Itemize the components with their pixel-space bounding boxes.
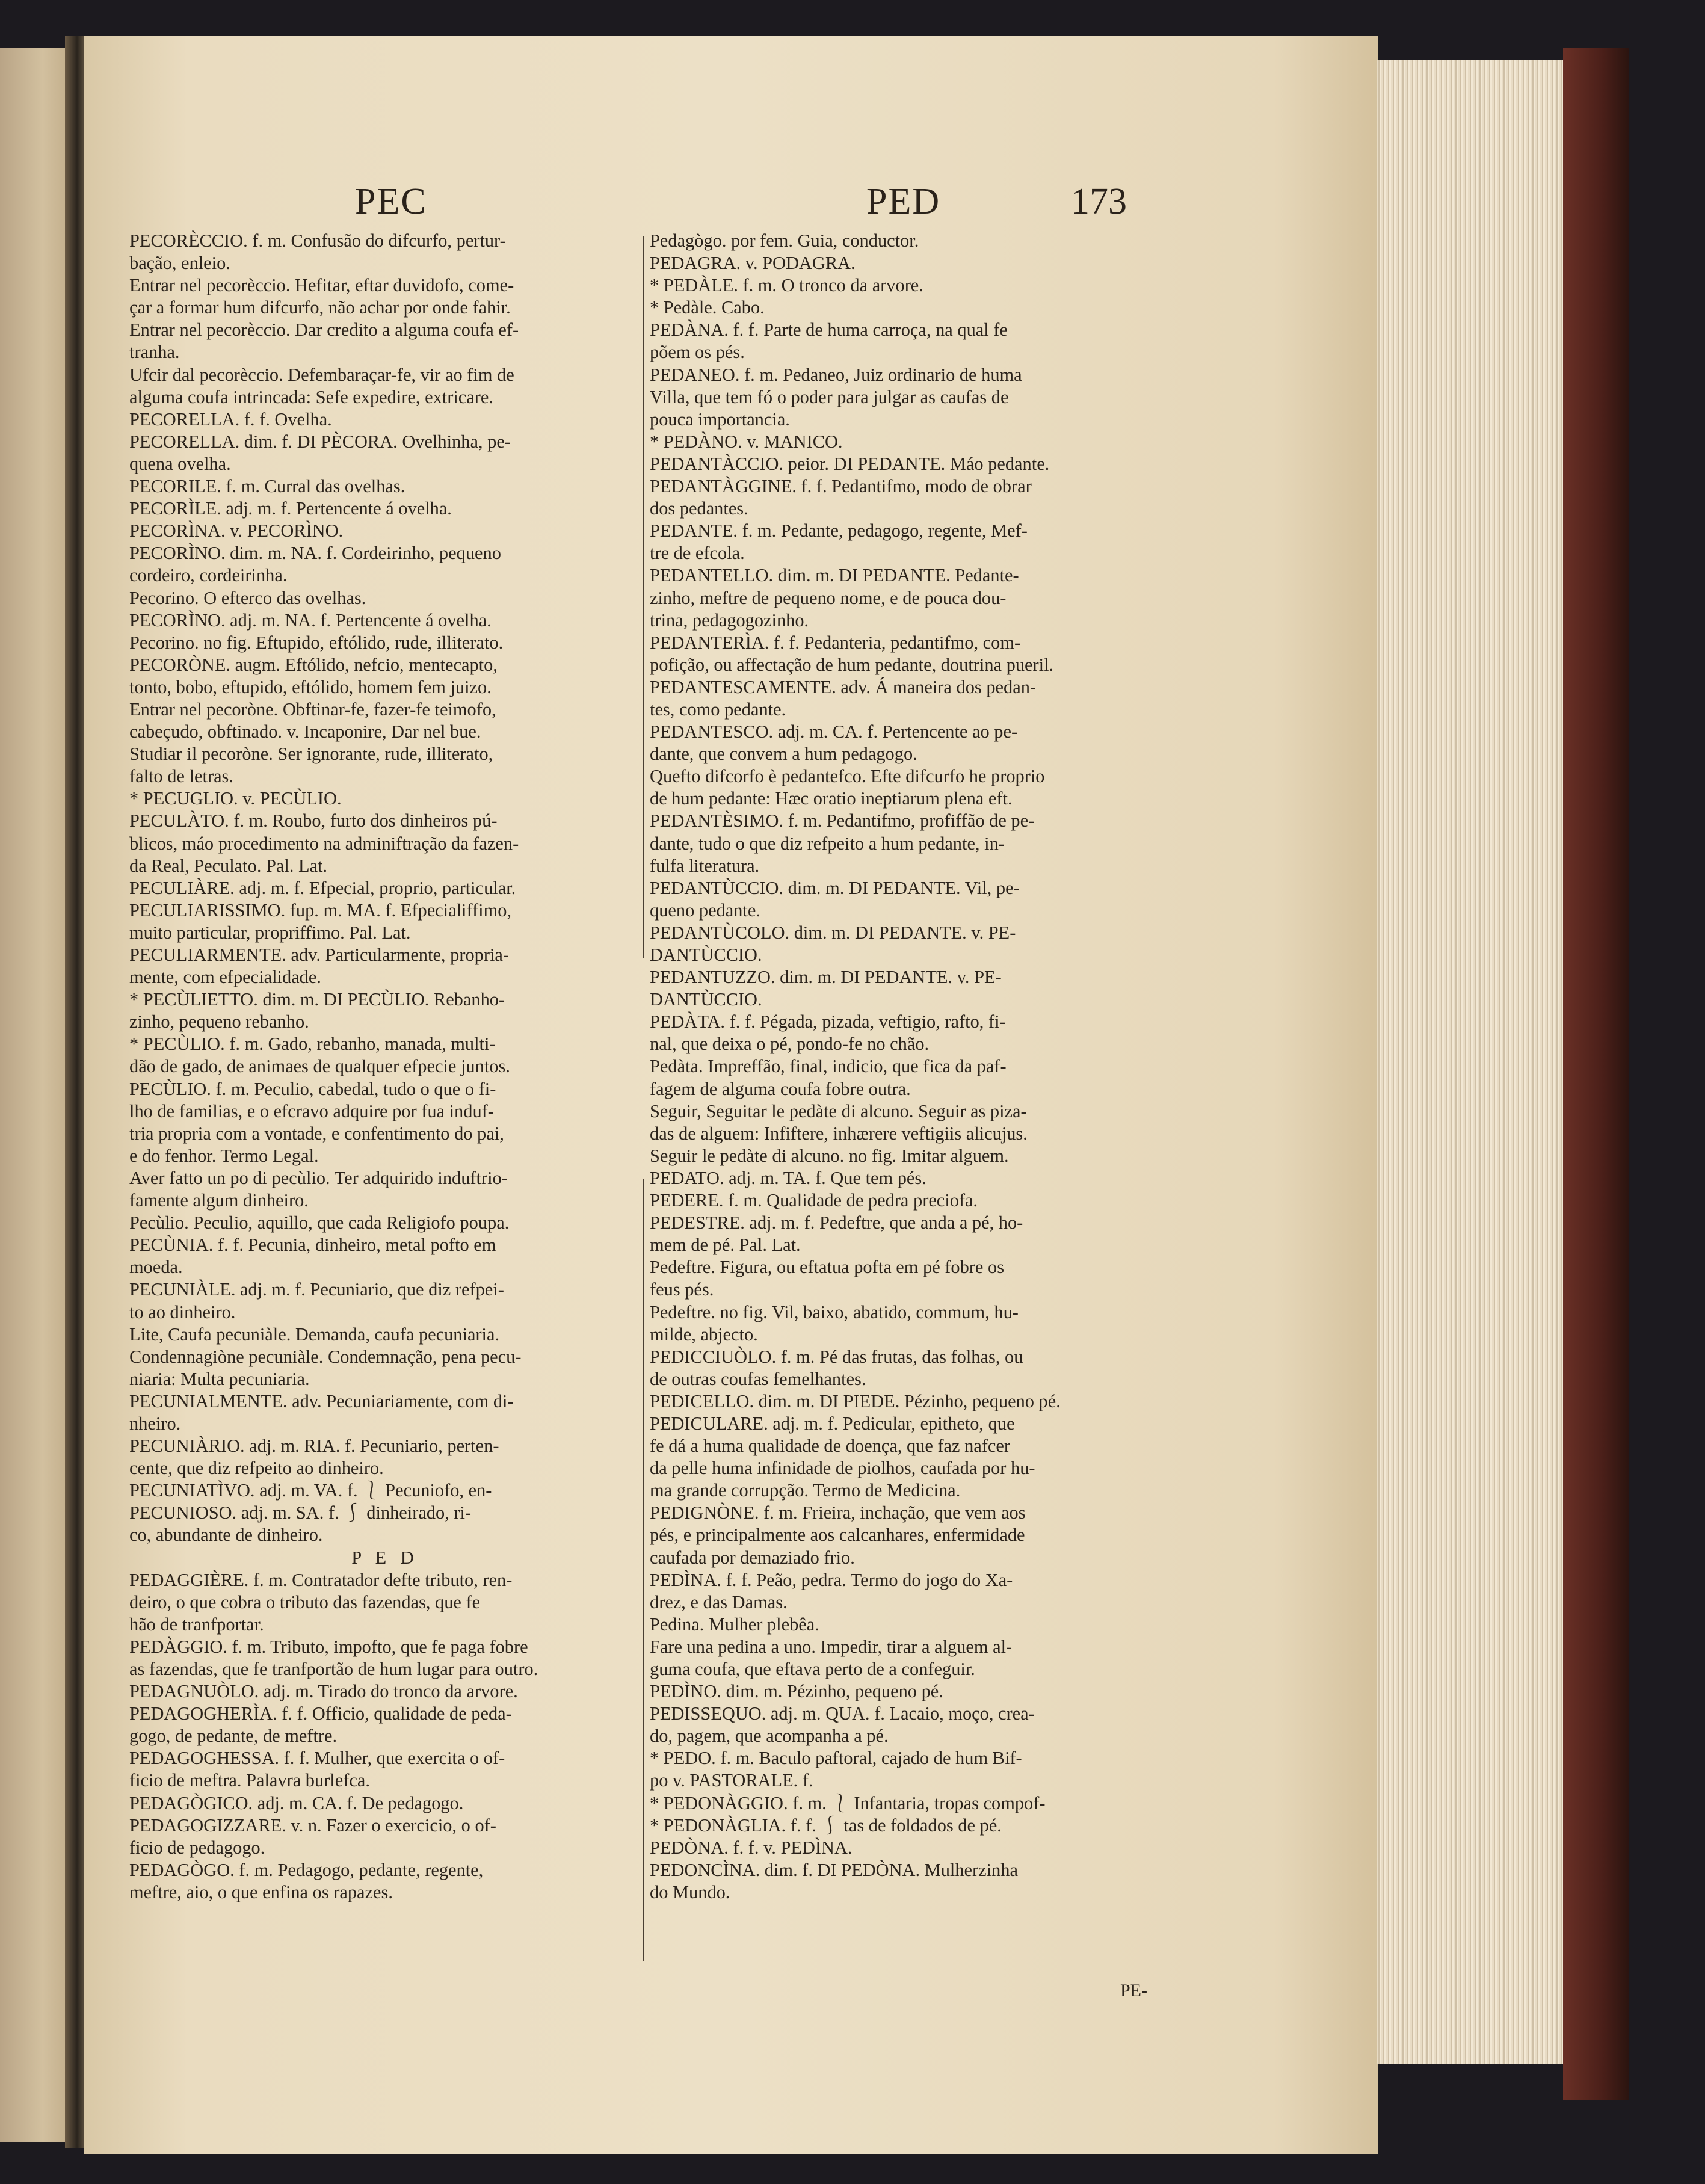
- dictionary-line: PEDICCIUÒLO. f. m. Pé das frutas, das folhas, ou: [650, 1346, 1023, 1367]
- dictionary-line: PEDAGOGHESSA. f. f. Mulher, que exercita o of-: [129, 1748, 505, 1769]
- dictionary-line: PEDIGNÒNE. f. m. Frieira, inchação, que vem aos: [650, 1502, 1026, 1523]
- dictionary-line: PECUNIOSO. adj. m. SA. f. ⎰ dinheirado, ri-: [129, 1502, 472, 1523]
- dictionary-line: pés, e principalmente aos calcanhares, enfermidade: [650, 1525, 1025, 1546]
- dictionary-line: Ufcir dal pecorèccio. Defembaraçar-fe, vir ao fim de: [129, 364, 514, 385]
- dictionary-line: Pecùlio. Peculio, aquillo, que cada Religiofo poupa.: [129, 1212, 510, 1233]
- dictionary-line: PEDANTÙCCIO. dim. m. DI PEDANTE. Vil, pe-: [650, 877, 1020, 898]
- dictionary-line: PEDANTELLO. dim. m. DI PEDANTE. Pedante-: [650, 565, 1019, 586]
- dictionary-line: PECORILE. f. m. Curral das ovelhas.: [129, 476, 405, 497]
- dictionary-line: PEDANTE. f. m. Pedante, pedagogo, regente, Mef-: [650, 520, 1028, 541]
- dictionary-line: co, abundante de dinheiro.: [129, 1525, 323, 1546]
- dictionary-line: PECORÌNO. adj. m. NA. f. Pertencente á ovelha.: [129, 609, 492, 631]
- dictionary-line: PECORELLA. f. f. Ovelha.: [129, 409, 332, 430]
- dictionary-line: cordeiro, cordeirinha.: [129, 565, 288, 586]
- dictionary-line: fe dá a huma qualidade de doença, que faz nafcer: [650, 1436, 1011, 1457]
- dictionary-line: blicos, máo procedimento na adminiftração da fazen-: [129, 833, 519, 854]
- dictionary-line: as fazendas, que fe tranfportão de hum lugar para outro.: [129, 1659, 538, 1679]
- dictionary-line: cabeçudo, obftinado. v. Incaponire, Dar nel bue.: [129, 721, 481, 742]
- dictionary-line: Pedàta. Impreffão, final, indicio, que fica da paf-: [650, 1056, 1007, 1077]
- page-edges: [1377, 60, 1567, 2064]
- dictionary-line: PEDAGÒGO. f. m. Pedagogo, pedante, regente,: [129, 1859, 484, 1880]
- dictionary-line: ficio de meftra. Palavra burlefca.: [129, 1770, 370, 1791]
- dictionary-line: nal, que deixa o pé, pondo-fe no chão.: [650, 1034, 930, 1055]
- dictionary-line: PEDÌNO. dim. m. Pézinho, pequeno pé.: [650, 1681, 943, 1702]
- dictionary-line: PECULIARMENTE. adv. Particularmente, propria-: [129, 945, 510, 965]
- dictionary-line: dante, que convem a hum pedagogo.: [650, 744, 917, 765]
- dictionary-line: Entrar nel pecorèccio. Dar credito a alguma coufa ef-: [129, 319, 519, 341]
- dictionary-line: milde, abjecto.: [650, 1324, 758, 1345]
- dictionary-line: PEDANTUZZO. dim. m. DI PEDANTE. v. PE-: [650, 967, 1002, 988]
- dictionary-line: tonto, bobo, eftupido, eftólido, homem fem juizo.: [129, 676, 492, 697]
- dictionary-line: * PECÙLIO. f. m. Gado, rebanho, manada, multi-: [129, 1034, 496, 1055]
- dictionary-line: PECULIARISSIMO. fup. m. MA. f. Efpecialiffimo,: [129, 899, 512, 921]
- dictionary-line: * PECÙLIETTO. dim. m. DI PECÙLIO. Rebanho-: [129, 989, 505, 1010]
- dictionary-line: PEDANTESCO. adj. m. CA. f. Pertencente ao pe-: [650, 721, 1018, 742]
- dictionary-line: PEDANTÀGGINE. f. f. Pedantifmo, modo de obrar: [650, 476, 1032, 497]
- dictionary-line: hão de tranfportar.: [129, 1614, 264, 1635]
- dictionary-line: do Mundo.: [650, 1881, 730, 1902]
- dictionary-line: Fare una pedina a uno. Impedir, tirar a alguem al-: [650, 1636, 1013, 1657]
- dictionary-line: zinho, pequeno rebanho.: [129, 1011, 309, 1032]
- dictionary-line: nheiro.: [129, 1413, 181, 1434]
- dictionary-line: mem de pé. Pal. Lat.: [650, 1235, 801, 1256]
- dictionary-line: PEDICULARE. adj. m. f. Pedicular, epitheto, que: [650, 1413, 1015, 1434]
- dictionary-line: Pedagògo. por fem. Guia, conductor.: [650, 230, 919, 251]
- dictionary-line: * PECUGLIO. v. PECÙLIO.: [129, 788, 342, 809]
- dictionary-line: * PEDONÀGGIO. f. m. ⎱ Infantaria, tropas compof-: [650, 1792, 1046, 1813]
- dictionary-line: fulfa literatura.: [650, 855, 760, 876]
- dictionary-line: PEDESTRE. adj. m. f. Pedeftre, que anda a pé, ho-: [650, 1212, 1023, 1233]
- dictionary-line: zinho, meftre de pequeno nome, e de pouca dou-: [650, 587, 1007, 608]
- dictionary-line: Seguir le pedàte di alcuno. no fig. Imitar alguem.: [650, 1145, 1009, 1166]
- dictionary-line: * PEDONÀGLIA. f. f. ⎰ tas de foldados de pé.: [650, 1815, 1002, 1836]
- dictionary-line: guma coufa, que eftava perto de a confeguir.: [650, 1659, 975, 1679]
- dictionary-line: cente, que diz refpeito ao dinheiro.: [129, 1458, 384, 1479]
- dictionary-line: moeda.: [129, 1257, 183, 1278]
- dictionary-line: PEDANTÙCOLO. dim. m. DI PEDANTE. v. PE-: [650, 922, 1016, 943]
- dictionary-line: * PEDO. f. m. Baculo paftoral, cajado de hum Bif-: [650, 1748, 1022, 1769]
- dictionary-line: muito particular, propriffimo. Pal. Lat.: [129, 922, 411, 943]
- dictionary-line: * Pedàle. Cabo.: [650, 297, 765, 318]
- dictionary-line: Seguir, Seguitar le pedàte di alcuno. Seguir as piza-: [650, 1100, 1027, 1121]
- dictionary-line: drez, e das Damas.: [650, 1591, 788, 1612]
- dictionary-line: PEDÒNA. f. f. v. PEDÌNA.: [650, 1837, 852, 1858]
- dictionary-line: e do fenhor. Termo Legal.: [129, 1145, 319, 1166]
- dictionary-line: de outras coufas femelhantes.: [650, 1368, 866, 1389]
- dictionary-line: Lite, Caufa pecuniàle. Demanda, caufa pecuniaria.: [129, 1324, 500, 1345]
- dictionary-line: PECUNIÀRIO. adj. m. RIA. f. Pecuniario, perten-: [129, 1436, 499, 1457]
- dictionary-line: Condennagiòne pecuniàle. Condemnação, pena pecu-: [129, 1346, 522, 1367]
- dictionary-line: mente, com efpecialidade.: [129, 967, 321, 988]
- dictionary-line: dos pedantes.: [650, 498, 748, 519]
- dictionary-line: to ao dinheiro.: [129, 1301, 236, 1322]
- dictionary-line: Quefto difcorfo è pedantefco. Efte difcurfo he proprio: [650, 766, 1045, 787]
- dictionary-line: caufada por demaziado frio.: [650, 1547, 855, 1568]
- dictionary-line: Pecorino. O efterco das ovelhas.: [129, 587, 366, 608]
- dictionary-line: PECORÒNE. augm. Eftólido, nefcio, mentecapto,: [129, 654, 498, 675]
- dictionary-line: PEDÀNA. f. f. Parte de huma carroça, na qual fe: [650, 319, 1008, 341]
- dictionary-line: DANTÙCCIO.: [650, 989, 762, 1010]
- facing-page-edge: [0, 48, 71, 2142]
- dictionary-line: PECORELLA. dim. f. DI PÈCORA. Ovelhinha, pe-: [129, 431, 511, 452]
- dictionary-line: alguma coufa intrincada: Sefe expedire, extricare.: [129, 386, 493, 407]
- dictionary-line: PEDANTÈSIMO. f. m. Pedantifmo, profiffão de pe-: [650, 810, 1035, 831]
- dictionary-line: P E D: [351, 1547, 419, 1568]
- dictionary-line: pouca importancia.: [650, 409, 790, 430]
- dictionary-line: falto de letras.: [129, 766, 233, 787]
- running-head-right: PED: [866, 181, 941, 222]
- dictionary-line: de hum pedante: Hæc oratio ineptiarum plena eft.: [650, 788, 1013, 809]
- catchword: PE-: [1120, 1981, 1147, 2000]
- dictionary-line: PECORÈCCIO. f. m. Confusão do difcurfo, pertur-: [129, 230, 506, 251]
- dictionary-line: dão de gado, de animaes de qualquer efpecie juntos.: [129, 1056, 510, 1077]
- dictionary-line: PEDANTÀCCIO. peior. DI PEDANTE. Máo pedante.: [650, 453, 1050, 474]
- dictionary-line: Pedeftre. Figura, ou eftatua pofta em pé fobre os: [650, 1257, 1005, 1278]
- dictionary-line: Entrar nel pecoròne. Obftinar-fe, fazer-fe teimofo,: [129, 699, 496, 720]
- dictionary-line: PECUNIATÌVO. adj. m. VA. f. ⎱ Pecuniofo, en-: [129, 1480, 492, 1501]
- dictionary-line: feus pés.: [650, 1279, 714, 1300]
- dictionary-line: çar a formar hum difcurfo, não achar por onde fahir.: [129, 297, 511, 318]
- dictionary-line: deiro, o que cobra o tributo das fazendas, que fe: [129, 1591, 481, 1612]
- dictionary-line: * PEDÀLE. f. m. O tronco da arvore.: [650, 275, 923, 296]
- dictionary-line: PEDAGOGIZZARE. v. n. Fazer o exercicio, o of-: [129, 1815, 496, 1836]
- dictionary-line: PECÙNIA. f. f. Pecunia, dinheiro, metal pofto em: [129, 1235, 496, 1256]
- dictionary-line: ma grande corrupção. Termo de Medicina.: [650, 1480, 961, 1501]
- dictionary-line: niaria: Multa pecuniaria.: [129, 1368, 310, 1389]
- dictionary-line: PEDÌNA. f. f. Peão, pedra. Termo do jogo do Xa-: [650, 1569, 1013, 1590]
- column-rule: [643, 1179, 644, 1961]
- dictionary-line: Aver fatto un po di pecùlio. Ter adquirido induftrio-: [129, 1167, 508, 1188]
- dictionary-line: da pelle huma infinidade de piolhos, caufada por hu-: [650, 1458, 1035, 1479]
- dictionary-line: PEDÀTA. f. f. Pégada, pizada, veftigio, rafto, fi-: [650, 1011, 1006, 1032]
- dictionary-line: quena ovelha.: [129, 453, 231, 474]
- dictionary-line: PECUNIALMENTE. adv. Pecuniariamente, com di-: [129, 1390, 514, 1411]
- dictionary-line: PEDICELLO. dim. m. DI PIEDE. Pézinho, pequeno pé.: [650, 1390, 1061, 1411]
- dictionary-line: bação, enleio.: [129, 253, 230, 274]
- dictionary-line: Pecorino. no fig. Eftupido, eftólido, rude, illiterato.: [129, 632, 504, 653]
- dictionary-line: PECUNIÀLE. adj. m. f. Pecuniario, que diz refpei-: [129, 1279, 504, 1300]
- dictionary-line: DANTÙCCIO.: [650, 945, 762, 965]
- left-column: [129, 230, 641, 1904]
- dictionary-line: PECORÌLE. adj. m. f. Pertencente á ovelha.: [129, 498, 452, 519]
- dictionary-line: PEDÀGGIO. f. m. Tributo, impofto, que fe paga fobre: [129, 1636, 528, 1657]
- dictionary-line: PEDAGNUÒLO. adj. m. Tirado do tronco da arvore.: [129, 1681, 518, 1702]
- dictionary-line: tranha.: [129, 342, 180, 363]
- dictionary-line: * PEDÀNO. v. MANICO.: [650, 431, 843, 452]
- dictionary-line: tes, como pedante.: [650, 699, 786, 720]
- dictionary-line: Villa, que tem fó o poder para julgar as caufas de: [650, 386, 1009, 407]
- dictionary-line: das de alguem: Infiftere, inhærere veftigiis alicujus.: [650, 1123, 1028, 1144]
- dictionary-line: PEDANTERÌA. f. f. Pedanteria, pedantifmo, com-: [650, 632, 1021, 653]
- running-head-left: PEC: [355, 181, 427, 222]
- dictionary-line: Pedina. Mulher plebêa.: [650, 1614, 819, 1635]
- dictionary-line: PEDANTESCAMENTE. adv. Á maneira dos pedan-: [650, 676, 1037, 697]
- dictionary-line: PECULÀTO. f. m. Roubo, furto dos dinheiros pú-: [129, 810, 498, 831]
- dictionary-line: da Real, Peculato. Pal. Lat.: [129, 855, 328, 876]
- dictionary-line: PEDATO. adj. m. TA. f. Que tem pés.: [650, 1167, 926, 1188]
- dictionary-line: PEDERE. f. m. Qualidade de pedra preciofa.: [650, 1190, 978, 1211]
- dictionary-line: dante, tudo o que diz refpeito a hum pedante, in-: [650, 833, 1005, 854]
- dictionary-line: PECORÌNO. dim. m. NA. f. Cordeirinho, pequeno: [129, 543, 501, 564]
- dictionary-line: ficio de pedagogo.: [129, 1837, 265, 1858]
- dictionary-line: pofição, ou affectação de hum pedante, doutrina pueril.: [650, 654, 1054, 675]
- dictionary-line: do, pagem, que acompanha a pé.: [650, 1726, 889, 1747]
- dictionary-line: PEDISSEQUO. adj. m. QUA. f. Lacaio, moço, crea-: [650, 1703, 1035, 1724]
- dictionary-line: trina, pedagogozinho.: [650, 609, 809, 631]
- dictionary-line: gogo, de pedante, de meftre.: [129, 1726, 338, 1747]
- dictionary-line: PECÙLIO. f. m. Peculio, cabedal, tudo o que o fi-: [129, 1078, 496, 1099]
- dictionary-line: famente algum dinheiro.: [129, 1190, 309, 1211]
- dictionary-line: meftre, aio, o que enfina os rapazes.: [129, 1881, 393, 1902]
- dictionary-line: PEDANEO. f. m. Pedaneo, Juiz ordinario de huma: [650, 364, 1022, 385]
- dictionary-line: Pedeftre. no fig. Vil, baixo, abatido, commum, hu-: [650, 1301, 1019, 1322]
- book-cover-edge: [1563, 48, 1629, 2100]
- page-number: 173: [1071, 181, 1127, 222]
- dictionary-line: po v. PASTORALE. f.: [650, 1770, 813, 1791]
- dictionary-line: queno pedante.: [650, 899, 760, 921]
- dictionary-line: lho de familias, e o efcravo adquire por fua induf-: [129, 1100, 494, 1121]
- dictionary-line: põem os pés.: [650, 342, 745, 363]
- dictionary-line: PECORÌNA. v. PECORÌNO.: [129, 520, 344, 541]
- dictionary-line: PEDAGGIÈRE. f. m. Contratador defte tributo, ren-: [129, 1569, 513, 1590]
- column-rule: [643, 236, 644, 958]
- dictionary-line: PEDAGOGHERÌA. f. f. Officio, qualidade de peda-: [129, 1703, 512, 1724]
- dictionary-line: PEDONCÌNA. dim. f. DI PEDÒNA. Mulherzinha: [650, 1859, 1018, 1880]
- dictionary-line: fagem de alguma coufa fobre outra.: [650, 1078, 911, 1099]
- dictionary-line: tre de efcola.: [650, 543, 745, 564]
- dictionary-line: PEDAGÒGICO. adj. m. CA. f. De pedagogo.: [129, 1792, 464, 1813]
- dictionary-line: Studiar il pecoròne. Ser ignorante, rude, illiterato,: [129, 744, 493, 765]
- dictionary-line: PECULIÀRE. adj. m. f. Efpecial, proprio, particular.: [129, 877, 516, 898]
- right-column: [650, 230, 1179, 1904]
- dictionary-line: Entrar nel pecorèccio. Hefitar, eftar duvidofo, come-: [129, 275, 514, 296]
- dictionary-line: PEDAGRA. v. PODAGRA.: [650, 253, 856, 274]
- dictionary-line: tria propria com a vontade, e confentimento do pai,: [129, 1123, 504, 1144]
